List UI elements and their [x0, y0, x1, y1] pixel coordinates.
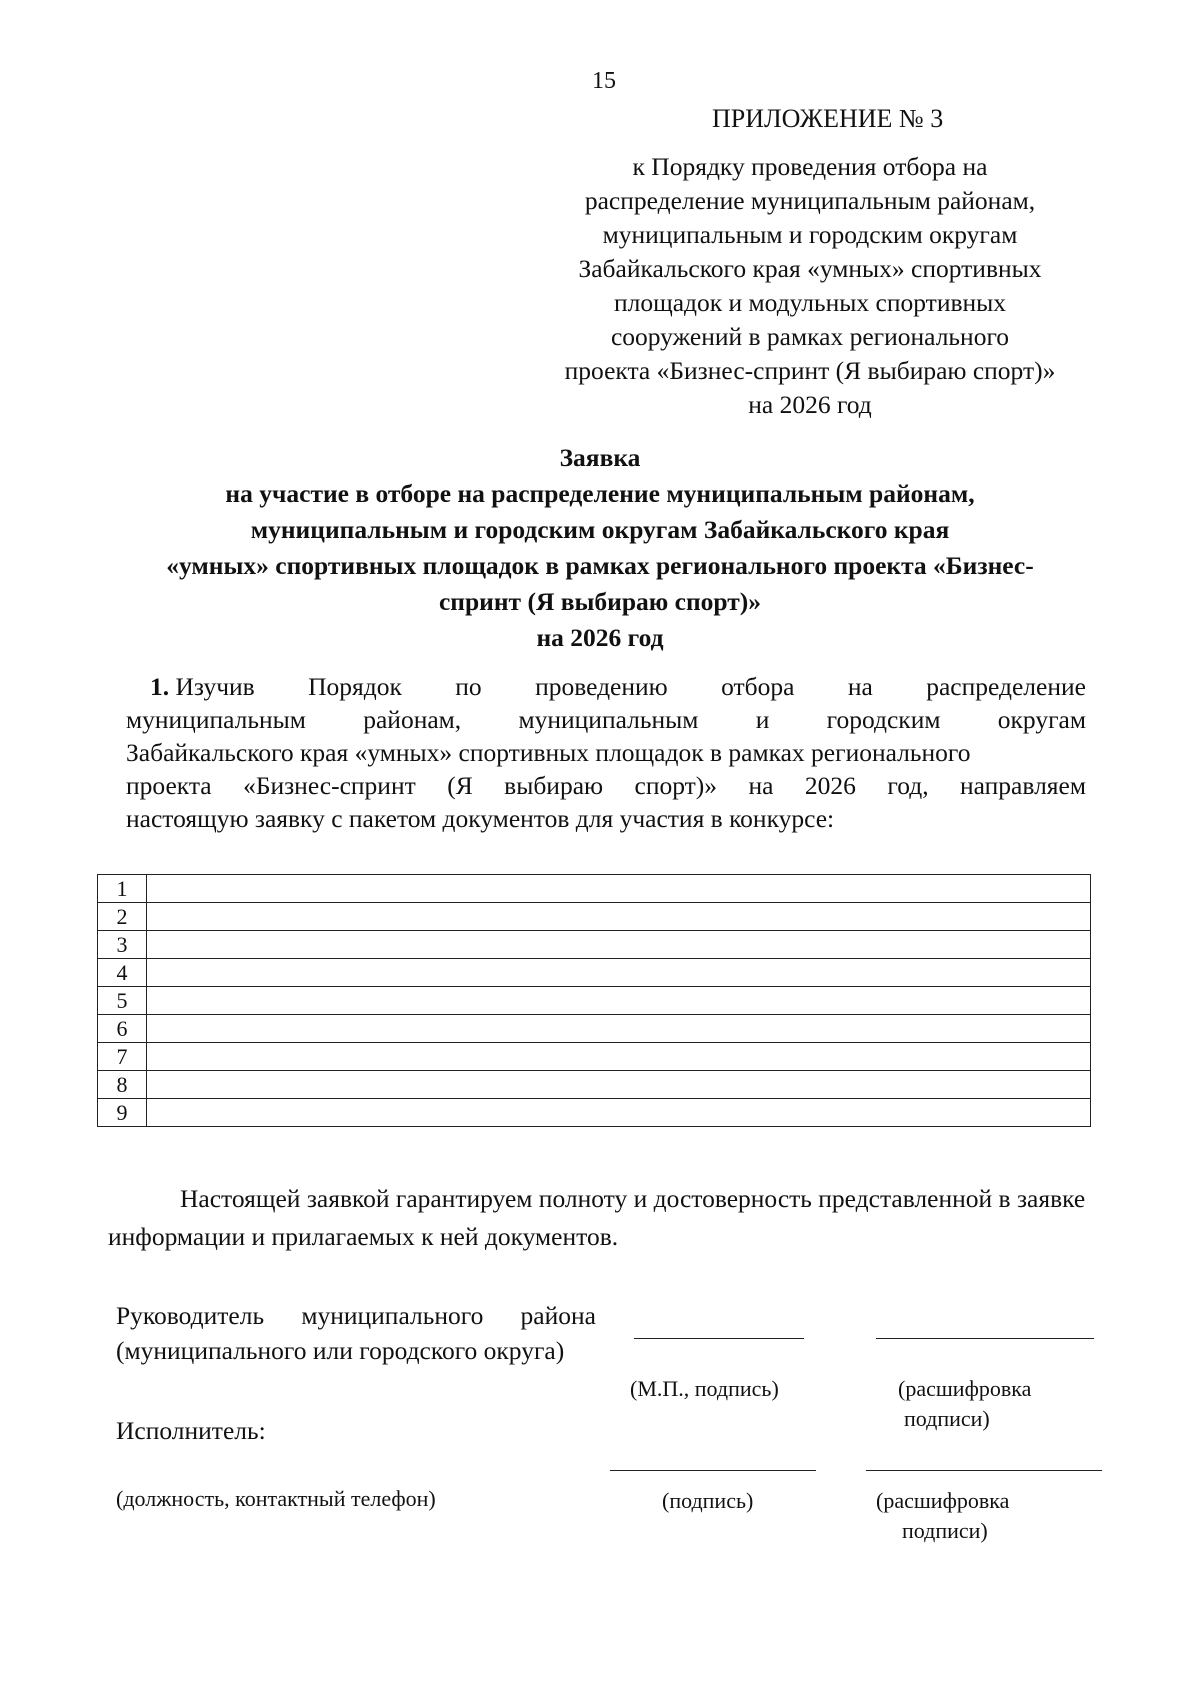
appendix-line: сооружений в рамках регионального [610, 322, 1010, 351]
table-row [98, 987, 1091, 1015]
paragraph-line: 1. Изучив Порядок по проведению отбора на распределение [150, 672, 1086, 701]
head-sign-caption: (М.П., подпись) [630, 1376, 779, 1401]
heading-line: на 2026 год [536, 623, 664, 652]
row-number: 7 [98, 1043, 147, 1071]
document-cell [147, 959, 1091, 987]
paragraph-line: проекта «Бизнес-спринт (Я выбираю спорт)» на 2026 год, направляем [126, 771, 1086, 800]
heading-line: на участие в отборе на распределение муниципальным районам, [225, 479, 975, 508]
document-cell [147, 931, 1091, 959]
head-decode-caption-1: (расшифровка [898, 1376, 1032, 1401]
row-number: 2 [98, 903, 147, 931]
document-cell [147, 1043, 1091, 1071]
head-signature-line [634, 1338, 804, 1339]
executor-signature-line [610, 1470, 816, 1471]
paragraph-line: Забайкальского края «умных» спортивных площадок в рамках регионального [126, 738, 971, 767]
paragraph-number: 1. [150, 672, 170, 701]
table-row [98, 959, 1091, 987]
document-cell [147, 1099, 1091, 1127]
row-number: 5 [98, 987, 147, 1015]
table-row [98, 1099, 1091, 1127]
paragraph-line: муниципальным районам, муниципальным и городским округам [126, 705, 1086, 734]
row-number: 4 [98, 959, 147, 987]
row-number: 3 [98, 931, 147, 959]
table-row [98, 903, 1091, 931]
heading-line: Заявка [559, 443, 641, 472]
executor-decode-caption-1: (расшифровка [876, 1488, 1010, 1513]
documents-table [97, 874, 1091, 1127]
paragraph-line: настоящую заявку с пакетом документов для участия в конкурсе: [126, 804, 835, 833]
document-cell [147, 903, 1091, 931]
intro-paragraph [126, 670, 1086, 835]
heading-line: «умных» спортивных площадок в рамках регионального проекта «Бизнес- [166, 551, 1034, 580]
application-heading [90, 440, 1110, 656]
head-signature-label: Руководитель муниципального района (муниципального или городского округа) [116, 1301, 596, 1365]
executor-label: Исполнитель: [116, 1416, 266, 1445]
table-row [98, 1015, 1091, 1043]
appendix-title: ПРИЛОЖЕНИЕ № 3 [712, 104, 944, 133]
guarantee-text: Настоящей заявкой гарантируем полноту и достоверность представленной в заявке информации и прилагаемых к ней документов. [108, 1184, 1086, 1251]
document-cell [147, 987, 1091, 1015]
row-number: 1 [98, 875, 147, 903]
table-row [98, 875, 1091, 903]
head-decode-line [876, 1338, 1094, 1339]
document-cell [147, 875, 1091, 903]
row-number: 8 [98, 1071, 147, 1099]
head-decode-caption-2: подписи) [904, 1406, 990, 1431]
heading-line: спринт (Я выбираю спорт)» [438, 587, 762, 616]
appendix-subtitle [530, 150, 1090, 422]
executor-sign-caption: (подпись) [662, 1488, 754, 1513]
document-cell [147, 1071, 1091, 1099]
table-row [98, 1071, 1091, 1099]
executor-position-caption: (должность, контактный телефон) [116, 1486, 436, 1511]
appendix-line: площадок и модульных спортивных [613, 288, 1007, 317]
executor-decode-line [866, 1470, 1102, 1471]
row-number: 6 [98, 1015, 147, 1043]
appendix-line: муниципальным и городским округам [602, 220, 1018, 249]
appendix-line: проекта «Бизнес-спринт (Я выбираю спорт)» [564, 356, 1056, 385]
appendix-line: к Порядку проведения отбора на [632, 152, 988, 181]
heading-line: муниципальным и городским округам Забайкальского края [250, 515, 950, 544]
appendix-line: распределение муниципальным районам, [584, 186, 1036, 215]
table-row [98, 931, 1091, 959]
appendix-line: на 2026 год [748, 390, 872, 419]
appendix-line: Забайкальского края «умных» спортивных [578, 254, 1042, 283]
document-cell [147, 1015, 1091, 1043]
row-number: 9 [98, 1099, 147, 1127]
page-number: 15 [592, 68, 616, 94]
table-row [98, 1043, 1091, 1071]
executor-decode-caption-2: подписи) [902, 1518, 988, 1543]
